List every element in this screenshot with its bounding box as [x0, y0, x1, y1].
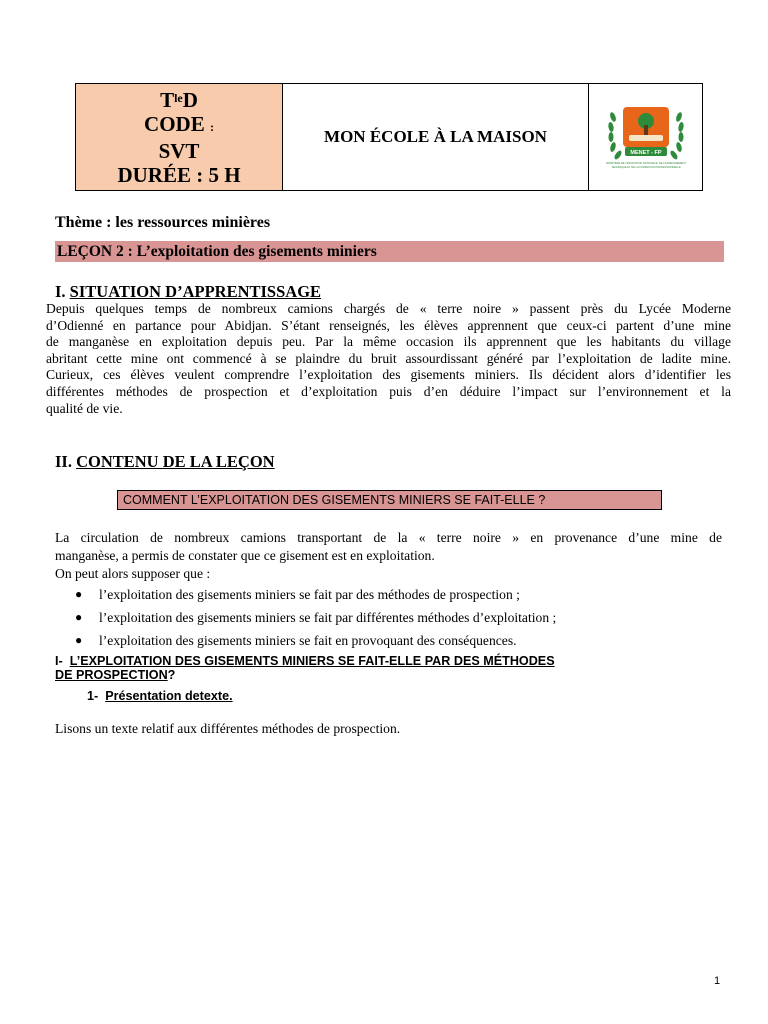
- header-title: MON ÉCOLE À LA MAISON: [283, 84, 589, 190]
- lesson-question-box: COMMENT L’EXPLOITATION DES GISEMENTS MINIERS SE FAIT-ELLE ?: [117, 490, 662, 510]
- list-item: ● l’exploitation des gisements miniers se fait par des méthodes de prospection ;: [75, 586, 520, 602]
- code-label: CODE :: [144, 111, 214, 136]
- situation-paragraph: Depuis quelques temps de nombreux camions chargés de « terre noire » passent près du Lycée Moderne d’Odienné en partance pour Abidjan. S’étant renseignés, les élèves apprennent que ceux-ci partent d’une mine de manganèse en exploitation depuis peu. Par la même occasion ils apprennent que les habitants du village abritant cette mine ont commencé à se plaindre du bruit assourdissant généré par l’exploitation de ladite mine. Curieux, ces élèves veulent comprendre l’exploitation des gisements miniers. Ils décident alors d’identifier les différentes méthodes de prospection et d’exploitation puis d’en déduire l’impact sur l’environnement et la qualité de vie.: [46, 301, 731, 416]
- reading-intro-text: Lisons un texte relatif aux différentes méthodes de prospection.: [55, 721, 401, 736]
- bullet-icon: ●: [75, 587, 83, 601]
- bullet-icon: ●: [75, 610, 83, 624]
- list-item: ● l’exploitation des gisements miniers se fait par différentes méthodes d’exploitation ;: [75, 609, 557, 625]
- hypotheses-list: [75, 583, 735, 652]
- bullet-icon: ●: [75, 633, 83, 647]
- section-1-heading: I. SITUATION D’APPRENTISSAGE: [55, 282, 322, 301]
- section-2-heading: II. CONTENU DE LA LEÇON: [55, 452, 275, 471]
- ministry-logo-icon: [605, 97, 687, 177]
- theme-heading: Thème : les ressources minières: [55, 214, 271, 231]
- logo-banner-text: MENET - FP: [629, 150, 662, 156]
- intro-paragraph: La circulation de nombreux camions transportant de la « terre noire » en provenance d’une mine de manganèse, a permis de constater que ce gisement est en exploitation. On peut alors supposer que :: [55, 530, 722, 581]
- subject: SVT: [158, 138, 200, 163]
- logo-cell: [589, 84, 702, 190]
- part-1-subheading: 1- Présentation detexte.: [87, 689, 233, 703]
- class-level: $T^{le}D$: [160, 87, 198, 112]
- part-1-heading: I- L’EXPLOITATION DES GISEMENTS MINIERS SE FAIT-ELLE PAR DES MÉTHODES DE PROSPECTION?: [55, 654, 555, 682]
- header-box: [75, 83, 703, 191]
- list-item: ● l’exploitation des gisements miniers se fait en provoquant des conséquences.: [75, 632, 517, 648]
- course-info-cell: [76, 84, 283, 190]
- logo-caption-line-2: TECHNIQUE ET DE LA FORMATION PROFESSIONNELLE: [610, 166, 681, 169]
- page-number: 1: [714, 975, 721, 987]
- duration: DURÉE : 5 H: [117, 162, 241, 187]
- logo-caption-line-1: MINISTÈRE DE L'ÉDUCATION NATIONALE, DE L'ENSEIGNEMENT: [605, 162, 686, 165]
- lesson-title-bar: LEÇON 2 : L’exploitation des gisements miniers: [55, 241, 724, 262]
